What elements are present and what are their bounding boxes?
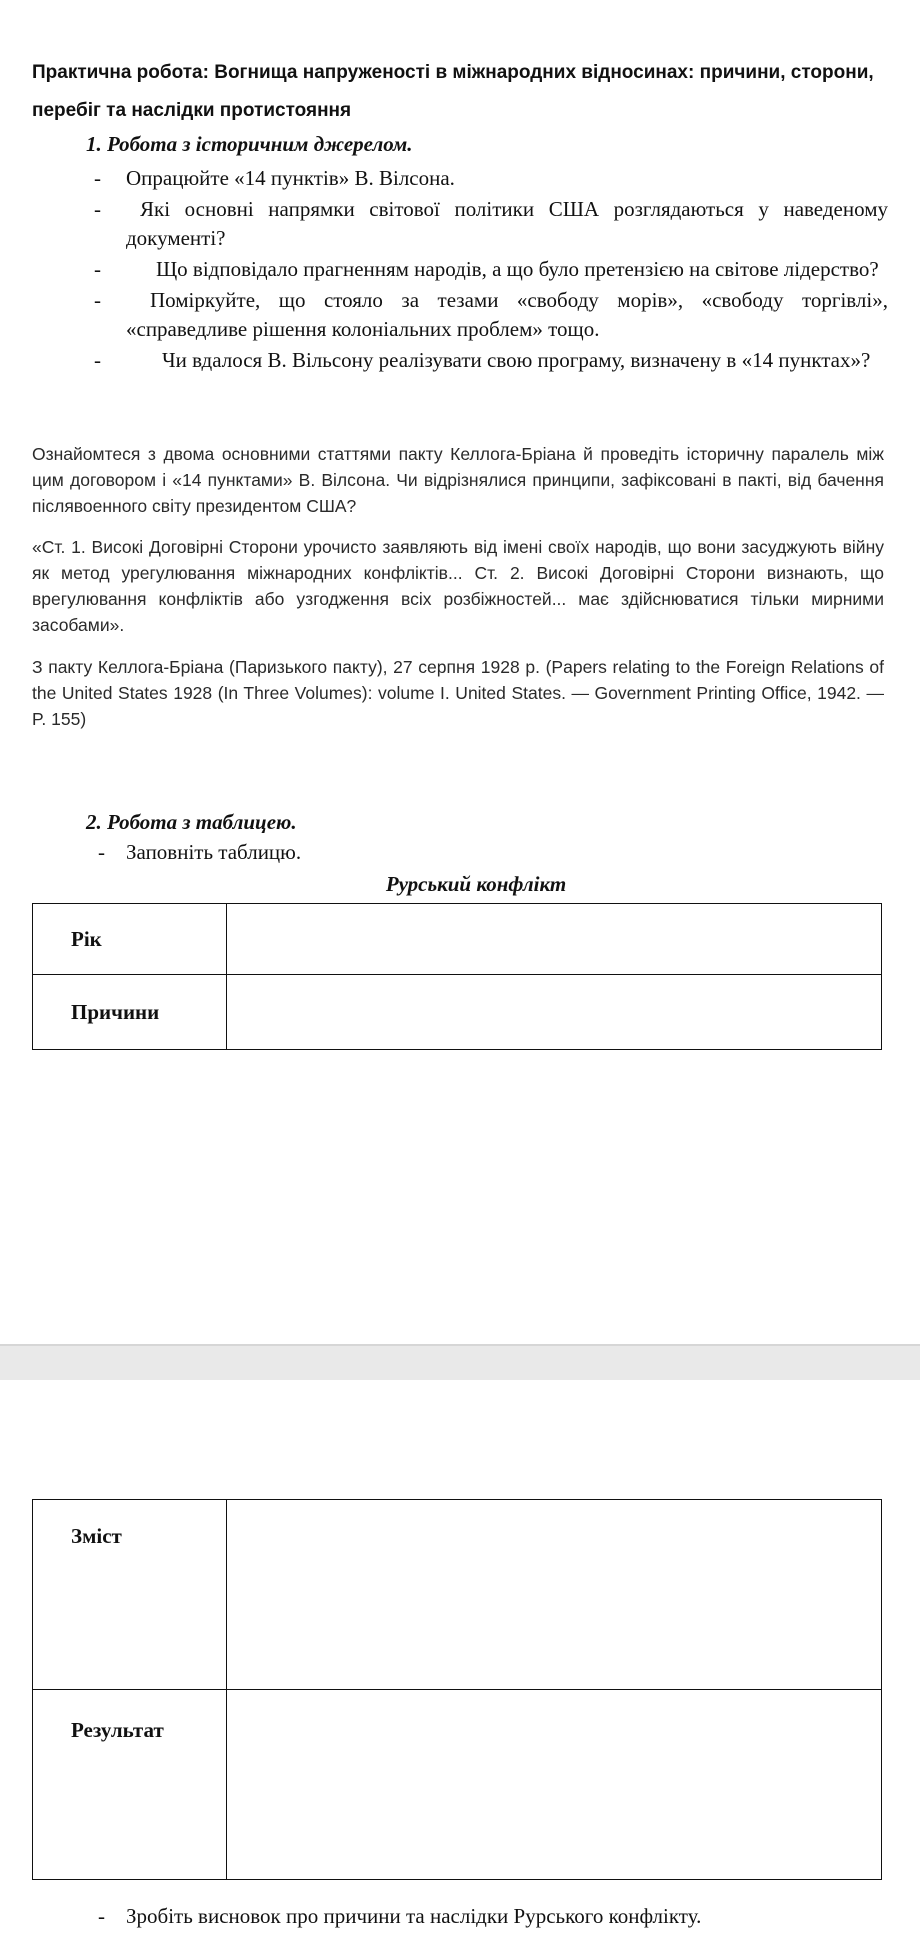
dash-bullet: - <box>94 348 101 372</box>
row-label-year: Рік <box>33 904 227 975</box>
table-row <box>33 904 882 975</box>
ruhr-conflict-table-part-1 <box>32 903 882 1050</box>
dash-bullet: - <box>94 257 101 281</box>
dash-bullet: - <box>98 1904 105 1928</box>
cell-result-value[interactable] <box>227 1690 882 1880</box>
question-text: Чи вдалося В. Вільсону реалізувати свою програму, визначену в «14 пунктах»? <box>162 348 871 372</box>
task-1-heading: 1. Робота з історичним джерелом. <box>86 132 413 156</box>
page-separator <box>0 1344 920 1380</box>
dash-bullet: - <box>94 166 101 190</box>
row-label-causes: Причини <box>33 975 227 1050</box>
list-item <box>94 164 888 193</box>
instruction-text: Заповніть таблицю. <box>126 840 302 864</box>
table-row <box>33 1690 882 1880</box>
question-text: Поміркуйте, що стояло за тезами «свободу морів», «свободу торгівлі», «справедливе рішення колоніальних проблем» тощо. <box>126 288 888 341</box>
list-item <box>94 286 888 344</box>
pact-source: З пакту Келлога-Бріана (Паризького пакту), 27 серпня 1928 р. (Papers relating to the Foreign Relations of the United States 1928 (In Three Volumes): volume I. United States. — Government Printing Office, 1942. — P. 155) <box>32 657 884 729</box>
cell-year-value[interactable] <box>227 904 882 975</box>
question-text: Що відповідало прагненням народів, а що було претензією на світове лідерство? <box>156 257 879 281</box>
list-item <box>94 255 888 284</box>
question-text: Опрацюйте «14 пунктів» В. Вілсона. <box>126 166 455 190</box>
dash-bullet: - <box>94 197 101 221</box>
task-1-questions <box>94 164 888 375</box>
table-caption: Рурський конфлікт <box>385 872 567 896</box>
pact-quote: «Ст. 1. Високі Договірні Сторони урочисто заявляють від імені своїх народів, що вони засуджують війну як метод урегулювання міжнародних конфліктів... Ст. 2. Високі Договірні Сторони визнають, що врегулювання конфліктів або узгодження всіх розбіжностей... має здійснюватися тільки мирними засобами». <box>32 537 884 635</box>
kellogg-briand-instruction: Ознайомтеся з двома основними статтями пакту Келлога-Бріана й проведіть історичну паралель між цим договором і «14 пунктами» В. Вілсона. Чи відрізнялися принципи, зафіксовані в пакті, від бачення післявоенного світу президентом США? <box>32 444 884 516</box>
document-title: Практична робота: Вогнища напруженості в міжнародних відносинах: причини, сторони, перебіг та наслідки протистояння <box>32 62 874 121</box>
dash-bullet: - <box>98 840 105 864</box>
list-item <box>94 346 888 375</box>
page-2 <box>0 1380 920 1953</box>
conclusion-task <box>98 1904 701 1929</box>
table-row <box>33 1500 882 1690</box>
question-text: Які основні напрямки світової політики США розглядаються у наведеному документі? <box>126 197 888 250</box>
row-label-content: Зміст <box>33 1500 227 1690</box>
task-2-heading: 2. Робота з таблицею. <box>86 810 297 834</box>
row-label-result: Результат <box>33 1690 227 1880</box>
list-item <box>94 195 888 253</box>
cell-causes-value[interactable] <box>227 975 882 1050</box>
dash-bullet: - <box>94 288 101 312</box>
conclusion-text: Зробіть висновок про причини та наслідки Рурського конфлікту. <box>126 1904 702 1928</box>
cell-content-value[interactable] <box>227 1500 882 1690</box>
ruhr-conflict-table-part-2 <box>32 1499 882 1880</box>
table-row <box>33 975 882 1050</box>
task-2-instruction <box>98 840 301 865</box>
